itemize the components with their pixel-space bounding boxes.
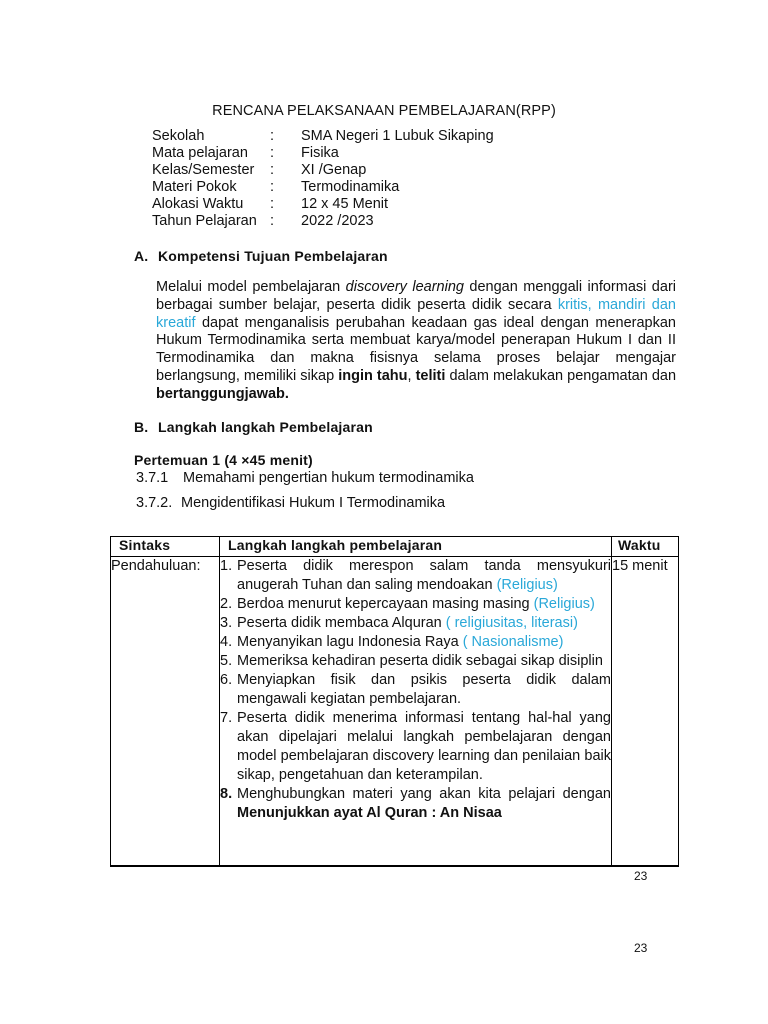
step-number: 2.: [220, 596, 233, 612]
info-colon: :: [270, 145, 275, 161]
info-row: [152, 213, 494, 230]
objective-text-2: dengan menggali informasi dari berbagai sumber belajar, peserta didik peserta didik secara: [156, 279, 676, 313]
step-number: 7.: [220, 710, 233, 726]
page-number-footer: 23: [634, 941, 648, 955]
competency-text: Memahami pengertian hukum termodinamika: [183, 470, 474, 486]
learning-steps-table: [110, 536, 679, 867]
table-header-row: [111, 537, 679, 557]
step-item: [220, 785, 611, 823]
step-number: 6.: [220, 672, 233, 688]
objective-highlight: kritis, mandiri dan kreatif: [156, 296, 676, 331]
step-value-tag: ( religiusitas, literasi): [445, 615, 578, 631]
section-b-heading: [134, 419, 373, 435]
objective-bold-2: teliti: [415, 367, 446, 384]
info-row: [152, 145, 494, 162]
step-text: Peserta didik menerima informasi tentang hal-hal yang akan dipelajari melalui langkah pembelajaran dengan model pembelajaran discovery learning dan penilaian baik sikap, pengetahuan dan keterampilan.: [237, 710, 611, 783]
step-number: 3.: [220, 615, 233, 631]
info-value: Fisika: [301, 145, 339, 161]
competency-item: [136, 470, 474, 486]
info-colon: :: [270, 196, 275, 212]
step-bold-text: Menunjukkan ayat Al Quran : An Nisaa: [237, 805, 502, 821]
page-number: 23: [634, 869, 648, 883]
competency-item: [136, 495, 445, 511]
objective-bold-3: bertanggungjawab.: [156, 385, 289, 402]
info-key: Kelas/Semester: [152, 162, 255, 178]
info-row: [152, 162, 494, 179]
competency-number: 3.7.1: [136, 470, 169, 486]
step-item: [220, 709, 611, 785]
step-item: [220, 614, 611, 633]
steps-cell: [220, 557, 612, 867]
section-b-title: Langkah langkah Pembelajaran: [158, 419, 373, 435]
info-key: Sekolah: [152, 128, 205, 144]
info-key: Tahun Pelajaran: [152, 213, 257, 229]
step-number: 8.: [220, 786, 233, 802]
info-value: SMA Negeri 1 Lubuk Sikaping: [301, 128, 494, 144]
step-number: 5.: [220, 653, 233, 669]
info-key: Materi Pokok: [152, 179, 237, 195]
section-a-label: A.: [134, 248, 149, 264]
header-waktu: Waktu: [612, 537, 679, 557]
info-colon: :: [270, 128, 275, 144]
header-sintaks: Sintaks: [111, 537, 220, 557]
info-colon: :: [270, 162, 275, 178]
objective-bold-1: ingin tahu: [338, 367, 408, 384]
info-value: 2022 /2023: [301, 213, 374, 229]
section-b-label: B.: [134, 419, 149, 435]
page-bottom-rule: [110, 865, 678, 866]
section-a-heading: [134, 248, 388, 264]
objective-text-5: dalam melakukan pengamatan dan: [445, 367, 677, 384]
document-title: RENCANA PELAKSANAAN PEMBELAJARAN(RPP): [212, 103, 556, 119]
step-value-tag: (Religius): [533, 596, 595, 612]
info-value: Termodinamika: [301, 179, 400, 195]
section-a-title: Kompetensi Tujuan Pembelajaran: [158, 248, 388, 264]
step-text: Peserta didik merespon salam tanda mensyukuri anugerah Tuhan dan saling mendoakan: [237, 558, 611, 593]
step-item: [220, 595, 611, 614]
objective-italic: discovery learning: [345, 279, 464, 295]
step-text: Peserta didik membaca Alquran: [237, 615, 446, 631]
objective-text-1: Melalui model pembelajaran: [156, 279, 346, 295]
step-text: Menyiapkan fisik dan psikis peserta didik dalam mengawali kegiatan pembelajaran.: [237, 672, 611, 707]
competency-number: 3.7.2.: [136, 495, 173, 511]
sintaks-cell: Pendahuluan:: [111, 557, 220, 867]
objective-text-4: ,: [407, 367, 416, 384]
step-value-tag: (Religius): [496, 577, 558, 593]
info-key: Alokasi Waktu: [152, 196, 244, 212]
step-text: Berdoa menurut kepercayaan masing masing: [237, 596, 534, 612]
step-item: [220, 557, 611, 595]
info-row: [152, 179, 494, 196]
objective-text-3: dapat menganalisis perubahan keadaan gas ideal dengan menerapkan Hukum Termodinamika serta membuat karya/model penerapan Hukum I dan II Termodinamika dan makna fisisnya selama proses belajar mengajar berlangsung, memiliki sikap: [156, 314, 676, 384]
step-text: Menghubungkan materi yang akan kita pelajari dengan: [237, 786, 611, 802]
step-text: Memeriksa kehadiran peserta didik sebagai sikap disiplin: [237, 653, 603, 669]
step-item: [220, 652, 611, 671]
step-number: 1.: [220, 558, 233, 574]
header-langkah: Langkah langkah pembelajaran: [220, 537, 612, 557]
info-colon: :: [270, 213, 275, 229]
info-value: XI /Genap: [301, 162, 367, 178]
info-colon: :: [270, 179, 275, 195]
table-row: [111, 557, 679, 867]
info-row: [152, 196, 494, 213]
step-item: [220, 633, 611, 652]
info-key: Mata pelajaran: [152, 145, 248, 161]
step-number: 4.: [220, 634, 233, 650]
competency-text: Mengidentifikasi Hukum I Termodinamika: [181, 495, 446, 511]
waktu-cell: 15 menit: [612, 557, 679, 867]
identity-table: [152, 128, 494, 230]
step-item: [220, 671, 611, 709]
info-row: [152, 128, 494, 145]
objective-paragraph: [156, 279, 676, 404]
meeting-title: Pertemuan 1 (4 ×45 menit): [134, 452, 313, 468]
info-value: 12 x 45 Menit: [301, 196, 389, 212]
step-text: Menyanyikan lagu Indonesia Raya: [237, 634, 463, 650]
step-value-tag: ( Nasionalisme): [462, 634, 564, 650]
